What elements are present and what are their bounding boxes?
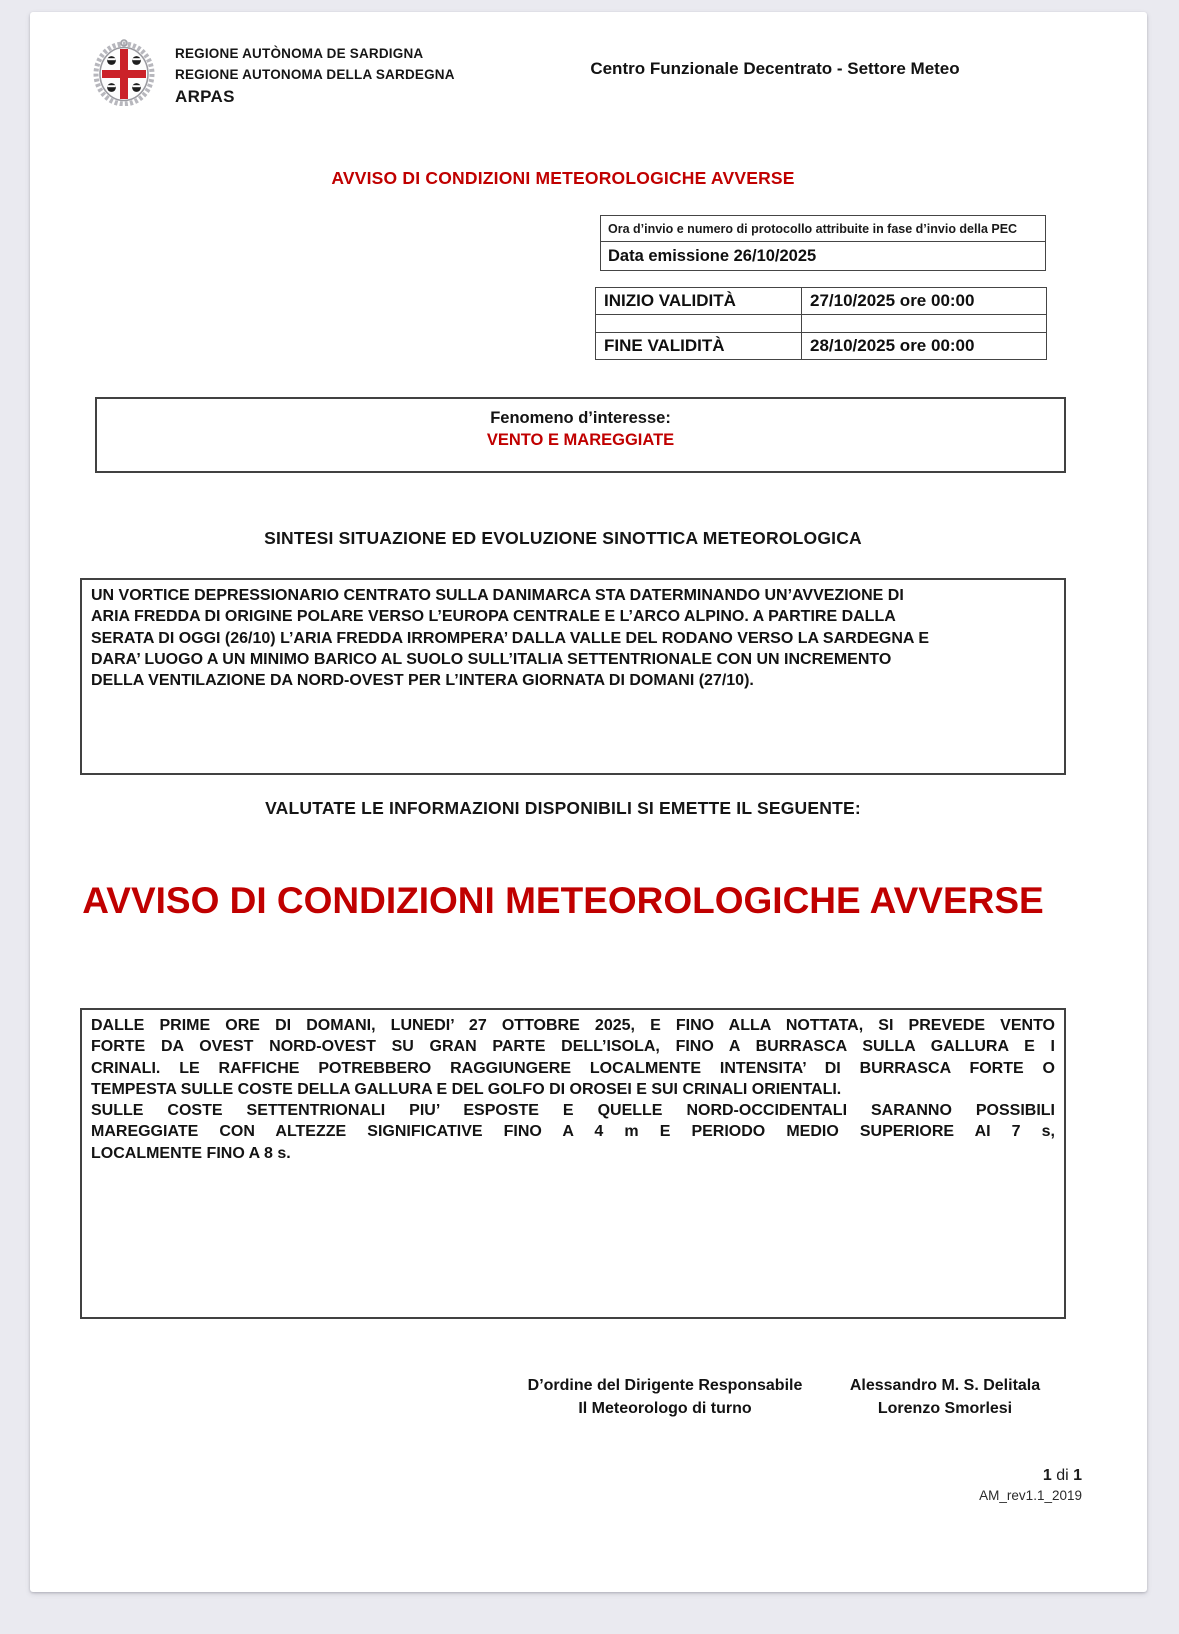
issue-statement: VALUTATE LE INFORMAZIONI DISPONIBILI SI EMETTE IL SEGUENTE:: [265, 798, 861, 818]
org-name-italian: REGIONE AUTONOMA DELLA SARDEGNA: [175, 67, 455, 82]
signature-name-line2: Lorenzo Smorlesi: [877, 1399, 1013, 1417]
body-text-line: CRINALI. LE RAFFICHE POTREBBERO RAGGIUNGERE LOCALMENTE INTENSITA’ DI BURRASCA FORTE O: [91, 1059, 1055, 1077]
synthesis-body-box: [80, 578, 1066, 775]
phenomenon-label: Fenomeno d’interesse:: [490, 409, 671, 427]
synthesis-heading: SINTESI SITUAZIONE ED EVOLUZIONE SINOTTICA METEOROLOGICA: [264, 528, 862, 548]
table-row: [601, 242, 1046, 271]
document-revision: AM_rev1.1_2019: [979, 1488, 1082, 1503]
signature-roles: [510, 1375, 820, 1420]
signature-name-line1: Alessandro M. S. Delitala: [849, 1377, 1041, 1394]
body-text-line: FORTE DA OVEST NORD-OVEST SU GRAN PARTE DELL’ISOLA, FINO A BURRASCA SULLA GALLURA E I: [91, 1038, 1055, 1056]
page-total: 1: [1073, 1467, 1082, 1484]
emission-date-cell: Data emissione 26/10/2025: [601, 242, 1046, 271]
page-footer: [979, 1467, 1082, 1503]
document-page: [30, 12, 1147, 1592]
body-text-line: DELLA VENTILAZIONE DA NORD-OVEST PER L’INTERA GIORNATA DI DOMANI (27/10).: [91, 672, 754, 690]
validity-end-label: FINE VALIDITÀ: [596, 333, 802, 360]
body-text-line: SERATA DI OGGI (26/10) L’ARIA FREDDA IRROMPERA’ DALLA VALLE DEL RODANO VERSO LA SARDEGNA E: [91, 629, 929, 647]
signature-role-line1: D’ordine del Dirigente Responsabile: [527, 1377, 803, 1394]
signature-block: [510, 1375, 1070, 1420]
body-text-line: DALLE PRIME ORE DI DOMANI, LUNEDI’ 27 OTTOBRE 2025, E FINO ALLA NOTTATA, SI PREVEDE VENTO: [91, 1017, 1055, 1034]
body-text-line: MAREGGIATE CON ALTEZZE SIGNIFICATIVE FINO A 4 m E PERIODO MEDIO SUPERIORE AI 7 s,: [91, 1123, 1055, 1141]
table-row: [601, 216, 1046, 242]
signature-names: [820, 1375, 1070, 1420]
page-number: [979, 1467, 1082, 1485]
pec-note-cell: Ora d’invio e numero di protocollo attribuite in fase d’invio della PEC: [601, 216, 1046, 242]
validity-start-label: INIZIO VALIDITÀ: [596, 288, 802, 315]
phenomenon-box: [95, 397, 1066, 473]
validity-end-value: 28/10/2025 ore 00:00: [802, 333, 1047, 360]
warning-body-box: [80, 1008, 1066, 1319]
page-separator: di: [1056, 1467, 1069, 1484]
signature-role-line2: Il Meteorologo di turno: [578, 1399, 752, 1417]
body-text-line: SULLE COSTE SETTENTRIONALI PIU’ ESPOSTE E QUELLE NORD-OCCIDENTALI SARANNO POSSIBILI: [91, 1102, 1055, 1120]
validity-start-value: 27/10/2025 ore 00:00: [802, 288, 1047, 315]
department-title: Centro Funzionale Decentrato - Settore Meteo: [590, 59, 960, 78]
validity-end-row: [596, 333, 1047, 360]
org-name-arpas: ARPAS: [175, 87, 235, 106]
validity-spacer-row: [596, 315, 1047, 333]
body-text-line: TEMPESTA SULLE COSTE DELLA GALLURA E DEL GOLFO DI OROSEI E SUI CRINALI ORIENTALI.: [91, 1080, 842, 1098]
body-text-line: DARA’ LUOGO A UN MINIMO BARICO AL SUOLO SULL’ITALIA SETTENTRIONALE CON UN INCREMENTO: [91, 650, 892, 668]
validity-start-row: [596, 288, 1047, 315]
sardinia-coat-of-arms-logo: [93, 38, 155, 106]
notice-heading: AVVISO DI CONDIZIONI METEOROLOGICHE AVVERSE: [331, 168, 795, 188]
body-text-line: LOCALMENTE FINO A 8 s.: [91, 1144, 291, 1162]
phenomenon-value: VENTO E MAREGGIATE: [486, 431, 675, 449]
four-moors-emblem-icon: [93, 38, 155, 106]
body-text-line: UN VORTICE DEPRESSIONARIO CENTRATO SULLA DANIMARCA STA DATERMINANDO UN’AVVEZIONE DI: [91, 587, 904, 604]
emission-meta-table: [600, 215, 1046, 271]
validity-table: [595, 287, 1047, 360]
page-current: 1: [1042, 1467, 1052, 1484]
organization-name-block: [175, 43, 455, 108]
main-warning-title: AVVISO DI CONDIZIONI METEOROLOGICHE AVVERSE: [82, 880, 1044, 921]
body-text-line: ARIA FREDDA DI ORIGINE POLARE VERSO L’EUROPA CENTRALE E L’ARCO ALPINO. A PARTIRE DALLA: [91, 608, 896, 626]
org-name-sardinian: REGIONE AUTÒNOMA DE SARDIGNA: [175, 46, 424, 61]
